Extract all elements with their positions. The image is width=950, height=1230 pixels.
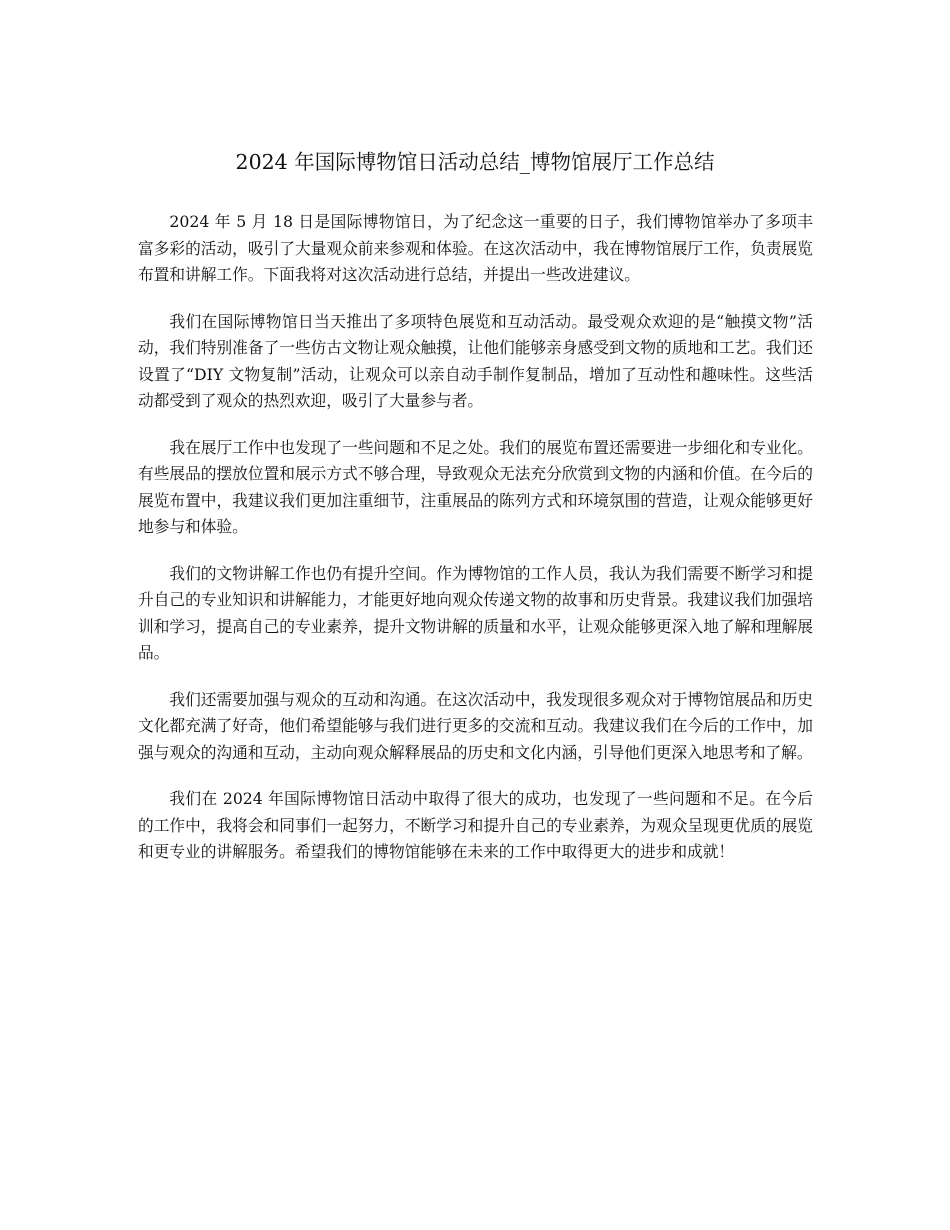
- paragraph-2: 我们在国际博物馆日当天推出了多项特色展览和互动活动。最受观众欢迎的是“触摸文物”活动，我们特别准备了一些仿古文物让观众触摸，让他们能够亲身感受到文物的质地和工艺。我们还设置了“DIY 文物复制”活动，让观众可以亲自动手制作复制品，增加了互动性和趣味性。这些活动都受到了观众的热烈欢迎，吸引了大量参与者。: [138, 311, 813, 410]
- paragraph-5: 我们还需要加强与观众的互动和沟通。在这次活动中，我发现很多观众对于博物馆展品和历史文化都充满了好奇，他们希望能够与我们进行更多的交流和互动。我建议我们在今后的工作中，加强与观众的沟通和互动，主动向观众解释展品的历史和文化内涵，引导他们更深入地思考和了解。: [138, 689, 813, 762]
- paragraph-6: 我们在 2024 年国际博物馆日活动中取得了很大的成功，也发现了一些问题和不足。在今后的工作中，我将会和同事们一起努力，不断学习和提升自己的专业素养，为观众呈现更优质的展览和更专业的讲解服务。希望我们的博物馆能够在未来的工作中取得更大的进步和成就！: [138, 789, 813, 861]
- paragraph-4: 我们的文物讲解工作也仍有提升空间。作为博物馆的工作人员，我认为我们需要不断学习和提升自己的专业知识和讲解能力，才能更好地向观众传递文物的故事和历史背景。我建议我们加强培训和学习，提高自己的专业素养，提升文物讲解的质量和水平，让观众能够更深入地了解和理解展品。: [138, 563, 813, 662]
- paragraph-1: 2024 年 5 月 18 日是国际博物馆日，为了纪念这一重要的日子，我们博物馆举办了多项丰富多彩的活动，吸引了大量观众前来参观和体验。在这次活动中，我在博物馆展厅工作，负责展览布置和讲解工作。下面我将对这次活动进行总结，并提出一些改进建议。: [138, 212, 813, 284]
- document-title: 2024 年国际博物馆日活动总结_博物馆展厅工作总结: [235, 150, 715, 174]
- paragraph-3: 我在展厅工作中也发现了一些问题和不足之处。我们的展览布置还需要进一步细化和专业化。有些展品的摆放位置和展示方式不够合理，导致观众无法充分欣赏到文物的内涵和价值。在今后的展览布置中，我建议我们更加注重细节，注重展品的陈列方式和环境氛围的营造，让观众能够更好地参与和体验。: [138, 437, 813, 536]
- document-body: [138, 209, 813, 886]
